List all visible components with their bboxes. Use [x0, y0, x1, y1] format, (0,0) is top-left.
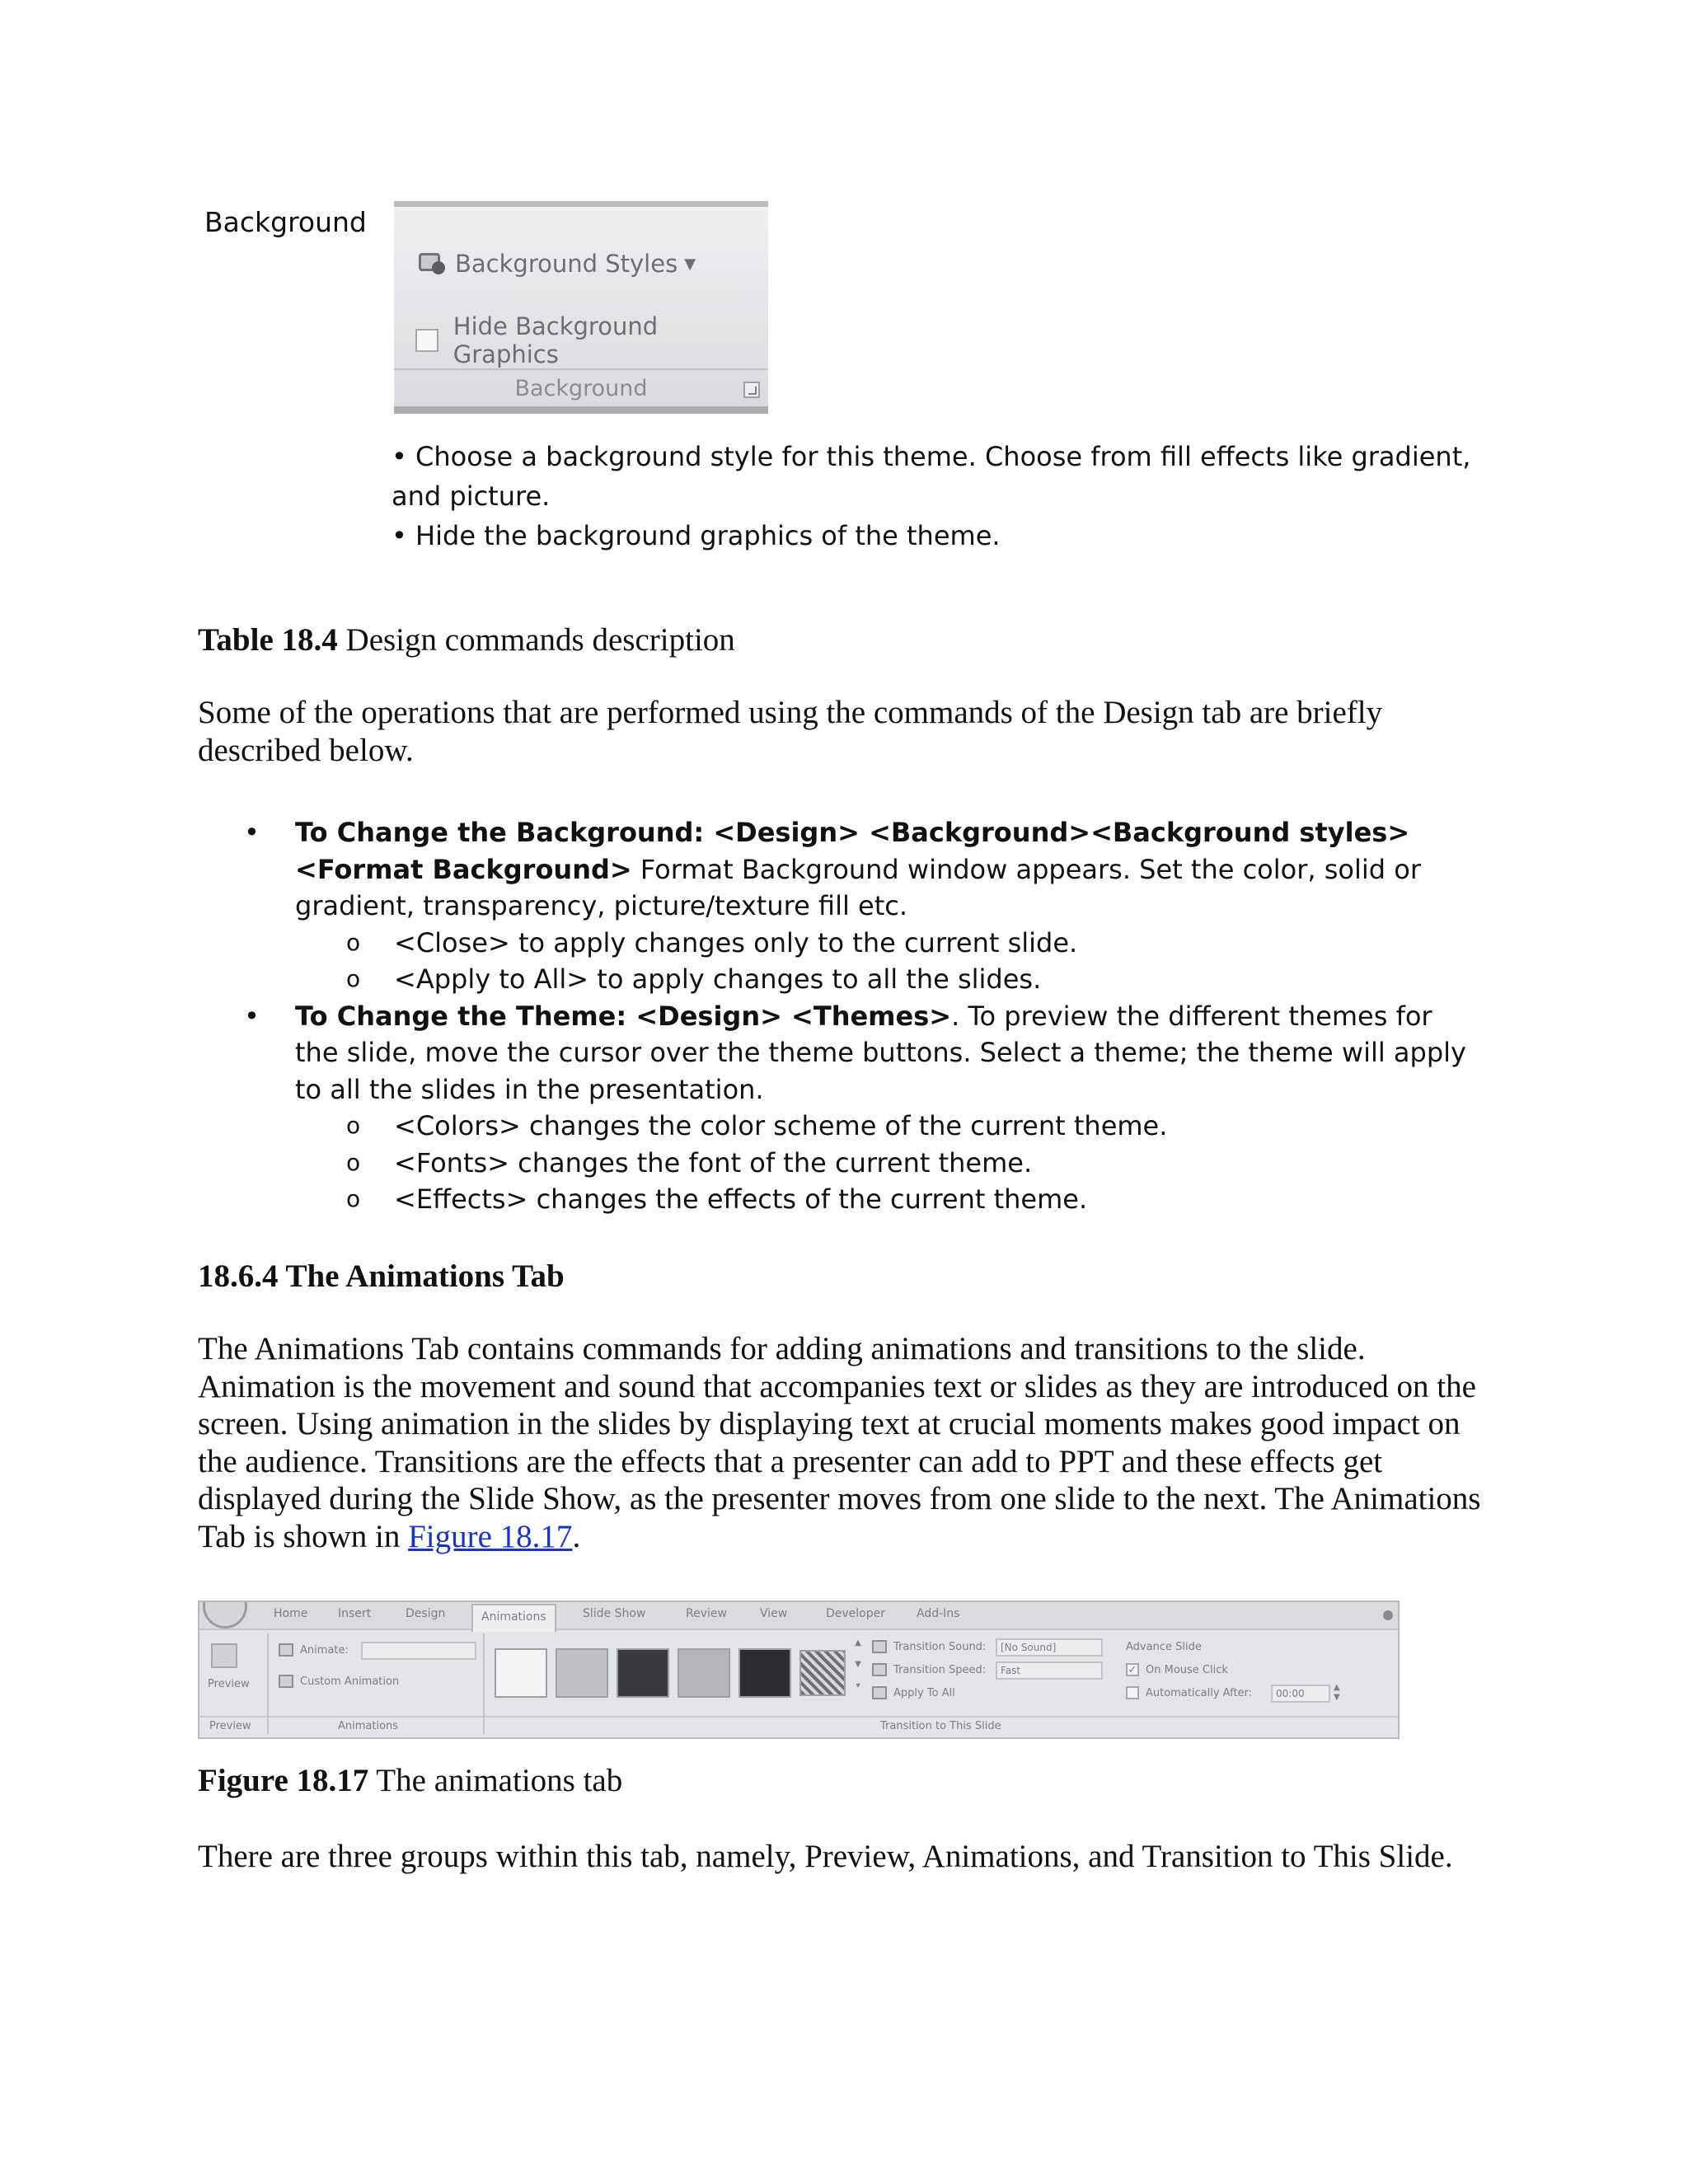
transition-thumbnail[interactable] [678, 1648, 730, 1698]
help-icon[interactable] [1383, 1610, 1393, 1620]
design-operations-list [198, 814, 1484, 1218]
paragraph-text: The Animations Tab contains commands for adding animations and transitions to the slide. Animation is the movement and sound that accompanies text or slides as they are introduced on the screen. Using animation in the slides by displaying text at crucial moments makes good impact on the audience. Transitions are the effects that a presenter can add to PPT and these effects get displayed during the Slide Show, as the presenter moves from one slide to the next. The Animations Tab is shown in [198, 1331, 1481, 1554]
transition-thumbnail[interactable] [617, 1648, 669, 1698]
custom-animation-icon [279, 1675, 293, 1688]
custom-animation-button[interactable]: Custom Animation [300, 1675, 400, 1688]
dropdown-caret-icon: ▼ [684, 255, 696, 273]
list-item [198, 814, 1484, 925]
animations-paragraph [198, 1330, 1484, 1555]
scroll-down-icon[interactable]: ▼ [855, 1660, 861, 1669]
transition-speed-icon [872, 1663, 887, 1676]
table-cell-label: Background [204, 206, 367, 238]
group-separator [267, 1633, 269, 1734]
automatically-after-input[interactable]: 00:00 [1271, 1685, 1330, 1703]
sub-item-text: <Close> to apply changes only to the current slide. [394, 926, 1078, 958]
sub-list-item [198, 1108, 1484, 1145]
group-title [394, 368, 768, 406]
list-item-text: . To preview the different themes for the slide, move the cursor over the theme buttons. Select a theme; the theme will apply to all the slides in the presentation. [295, 1000, 1466, 1105]
group-separator [483, 1633, 485, 1734]
bullet-icon: • [244, 1000, 260, 1032]
gallery-more-icon[interactable]: ▾ [856, 1681, 860, 1690]
intro-paragraph: Some of the operations that are performed using the commands of the Design tab are briefly described below. [198, 695, 1383, 768]
sub-list-item [198, 925, 1484, 962]
sub-bullet-icon: o [346, 928, 361, 956]
scroll-up-icon[interactable]: ▲ [855, 1638, 861, 1647]
preview-icon[interactable] [211, 1643, 237, 1668]
preview-group-label: Preview [209, 1720, 251, 1732]
on-mouse-click-label: On Mouse Click [1146, 1664, 1228, 1676]
checkbox-icon[interactable] [415, 329, 438, 352]
figure-caption [198, 1762, 622, 1799]
group-label-divider [199, 1716, 1398, 1718]
closing-paragraph: There are three groups within this tab, namely, Preview, Animations, and Transition to This Slide. [198, 1839, 1453, 1874]
tab-animations[interactable]: Animations [471, 1604, 556, 1632]
caption-number: Figure 18.17 [198, 1763, 369, 1798]
description-line: • Choose a background style for this theme. Choose from fill effects like gradient, and picture. [392, 441, 1471, 512]
transition-thumbnail-checker[interactable] [799, 1650, 846, 1696]
sub-item-text: <Apply to All> to apply changes to all the slides. [394, 963, 1042, 995]
sub-bullet-icon: o [346, 1148, 361, 1176]
list-item-heading: To Change the Background: <Design> <Background><Background styles> <Format Background> [295, 817, 1410, 885]
table-caption [198, 621, 735, 658]
automatically-after-checkbox[interactable] [1126, 1686, 1139, 1699]
background-styles-label: Background Styles [455, 250, 678, 278]
tab-developer[interactable]: Developer [826, 1607, 886, 1620]
figure-link[interactable]: Figure 18.17 [408, 1518, 573, 1554]
group-title-text: Background [514, 375, 648, 401]
list-item-text: Format Background window appears. Set the color, solid or gradient, transparency, picture/texture fill etc. [295, 853, 1421, 921]
sub-item-text: <Effects> changes the effects of the current theme. [394, 1183, 1088, 1215]
paragraph-end: . [572, 1518, 581, 1554]
check-mark-icon: ✓ [1128, 1664, 1137, 1676]
sub-item-text: <Colors> changes the color scheme of the current theme. [394, 1110, 1168, 1141]
hide-background-graphics-checkbox[interactable] [415, 312, 768, 368]
tab-review[interactable]: Review [686, 1607, 727, 1620]
ribbon-tab-row [199, 1602, 1398, 1630]
transition-thumbnail[interactable] [556, 1648, 608, 1698]
section-heading: 18.6.4 The Animations Tab [198, 1258, 565, 1294]
sub-bullet-icon: o [346, 1185, 361, 1212]
transition-speed-label: Transition Speed: [893, 1664, 987, 1676]
background-styles-icon [415, 250, 447, 278]
caption-number: Table 18.4 [198, 622, 338, 658]
sub-list-item [198, 961, 1484, 998]
background-ribbon-group [394, 201, 768, 414]
sub-bullet-icon: o [346, 1112, 361, 1139]
background-description [392, 437, 1471, 555]
caption-text: The animations tab [368, 1763, 623, 1798]
advance-slide-label: Advance Slide [1126, 1641, 1202, 1653]
caption-text: Design commands description [337, 622, 735, 658]
transition-speed-dropdown[interactable]: Fast [996, 1661, 1103, 1680]
apply-to-all-icon [872, 1686, 887, 1699]
list-item [198, 998, 1484, 1108]
animations-group-label: Animations [338, 1720, 399, 1732]
tab-design[interactable]: Design [406, 1607, 446, 1620]
tab-slide-show[interactable]: Slide Show [583, 1607, 646, 1620]
animations-ribbon [198, 1601, 1400, 1739]
background-styles-button[interactable] [415, 250, 696, 278]
automatically-after-label: Automatically After: [1146, 1687, 1253, 1699]
sub-list-item [198, 1145, 1484, 1182]
tab-view[interactable]: View [760, 1607, 788, 1620]
apply-to-all-button[interactable]: Apply To All [893, 1687, 955, 1699]
list-item-heading: To Change the Theme: <Design> <Themes> [295, 1000, 952, 1032]
transition-sound-label: Transition Sound: [893, 1641, 987, 1653]
transition-sound-icon [872, 1640, 887, 1653]
sub-item-text: <Fonts> changes the font of the current theme. [394, 1146, 1033, 1179]
tab-insert[interactable]: Insert [338, 1607, 372, 1620]
animate-dropdown[interactable] [361, 1642, 476, 1660]
hide-background-graphics-label: Hide Background Graphics [452, 312, 659, 368]
transition-sound-dropdown[interactable]: [No Sound] [996, 1638, 1103, 1657]
sub-list-item [198, 1181, 1484, 1218]
tab-home[interactable]: Home [274, 1607, 308, 1620]
preview-button-label[interactable]: Preview [208, 1678, 250, 1690]
description-line: • Hide the background graphics of the theme. [392, 520, 1001, 551]
animate-icon [279, 1643, 293, 1657]
spinner-icon[interactable]: ▲ ▼ [1334, 1683, 1340, 1702]
gallery-scroll[interactable] [852, 1638, 864, 1706]
animate-label: Animate: [300, 1644, 349, 1657]
transition-group-label: Transition to This Slide [880, 1720, 1001, 1732]
sub-bullet-icon: o [346, 965, 361, 992]
dialog-launcher-icon[interactable] [743, 382, 760, 398]
bullet-icon: • [244, 817, 260, 848]
transition-thumbnail[interactable] [495, 1648, 547, 1698]
tab-add-ins[interactable]: Add-Ins [917, 1607, 960, 1620]
transition-thumbnail[interactable] [738, 1648, 791, 1698]
